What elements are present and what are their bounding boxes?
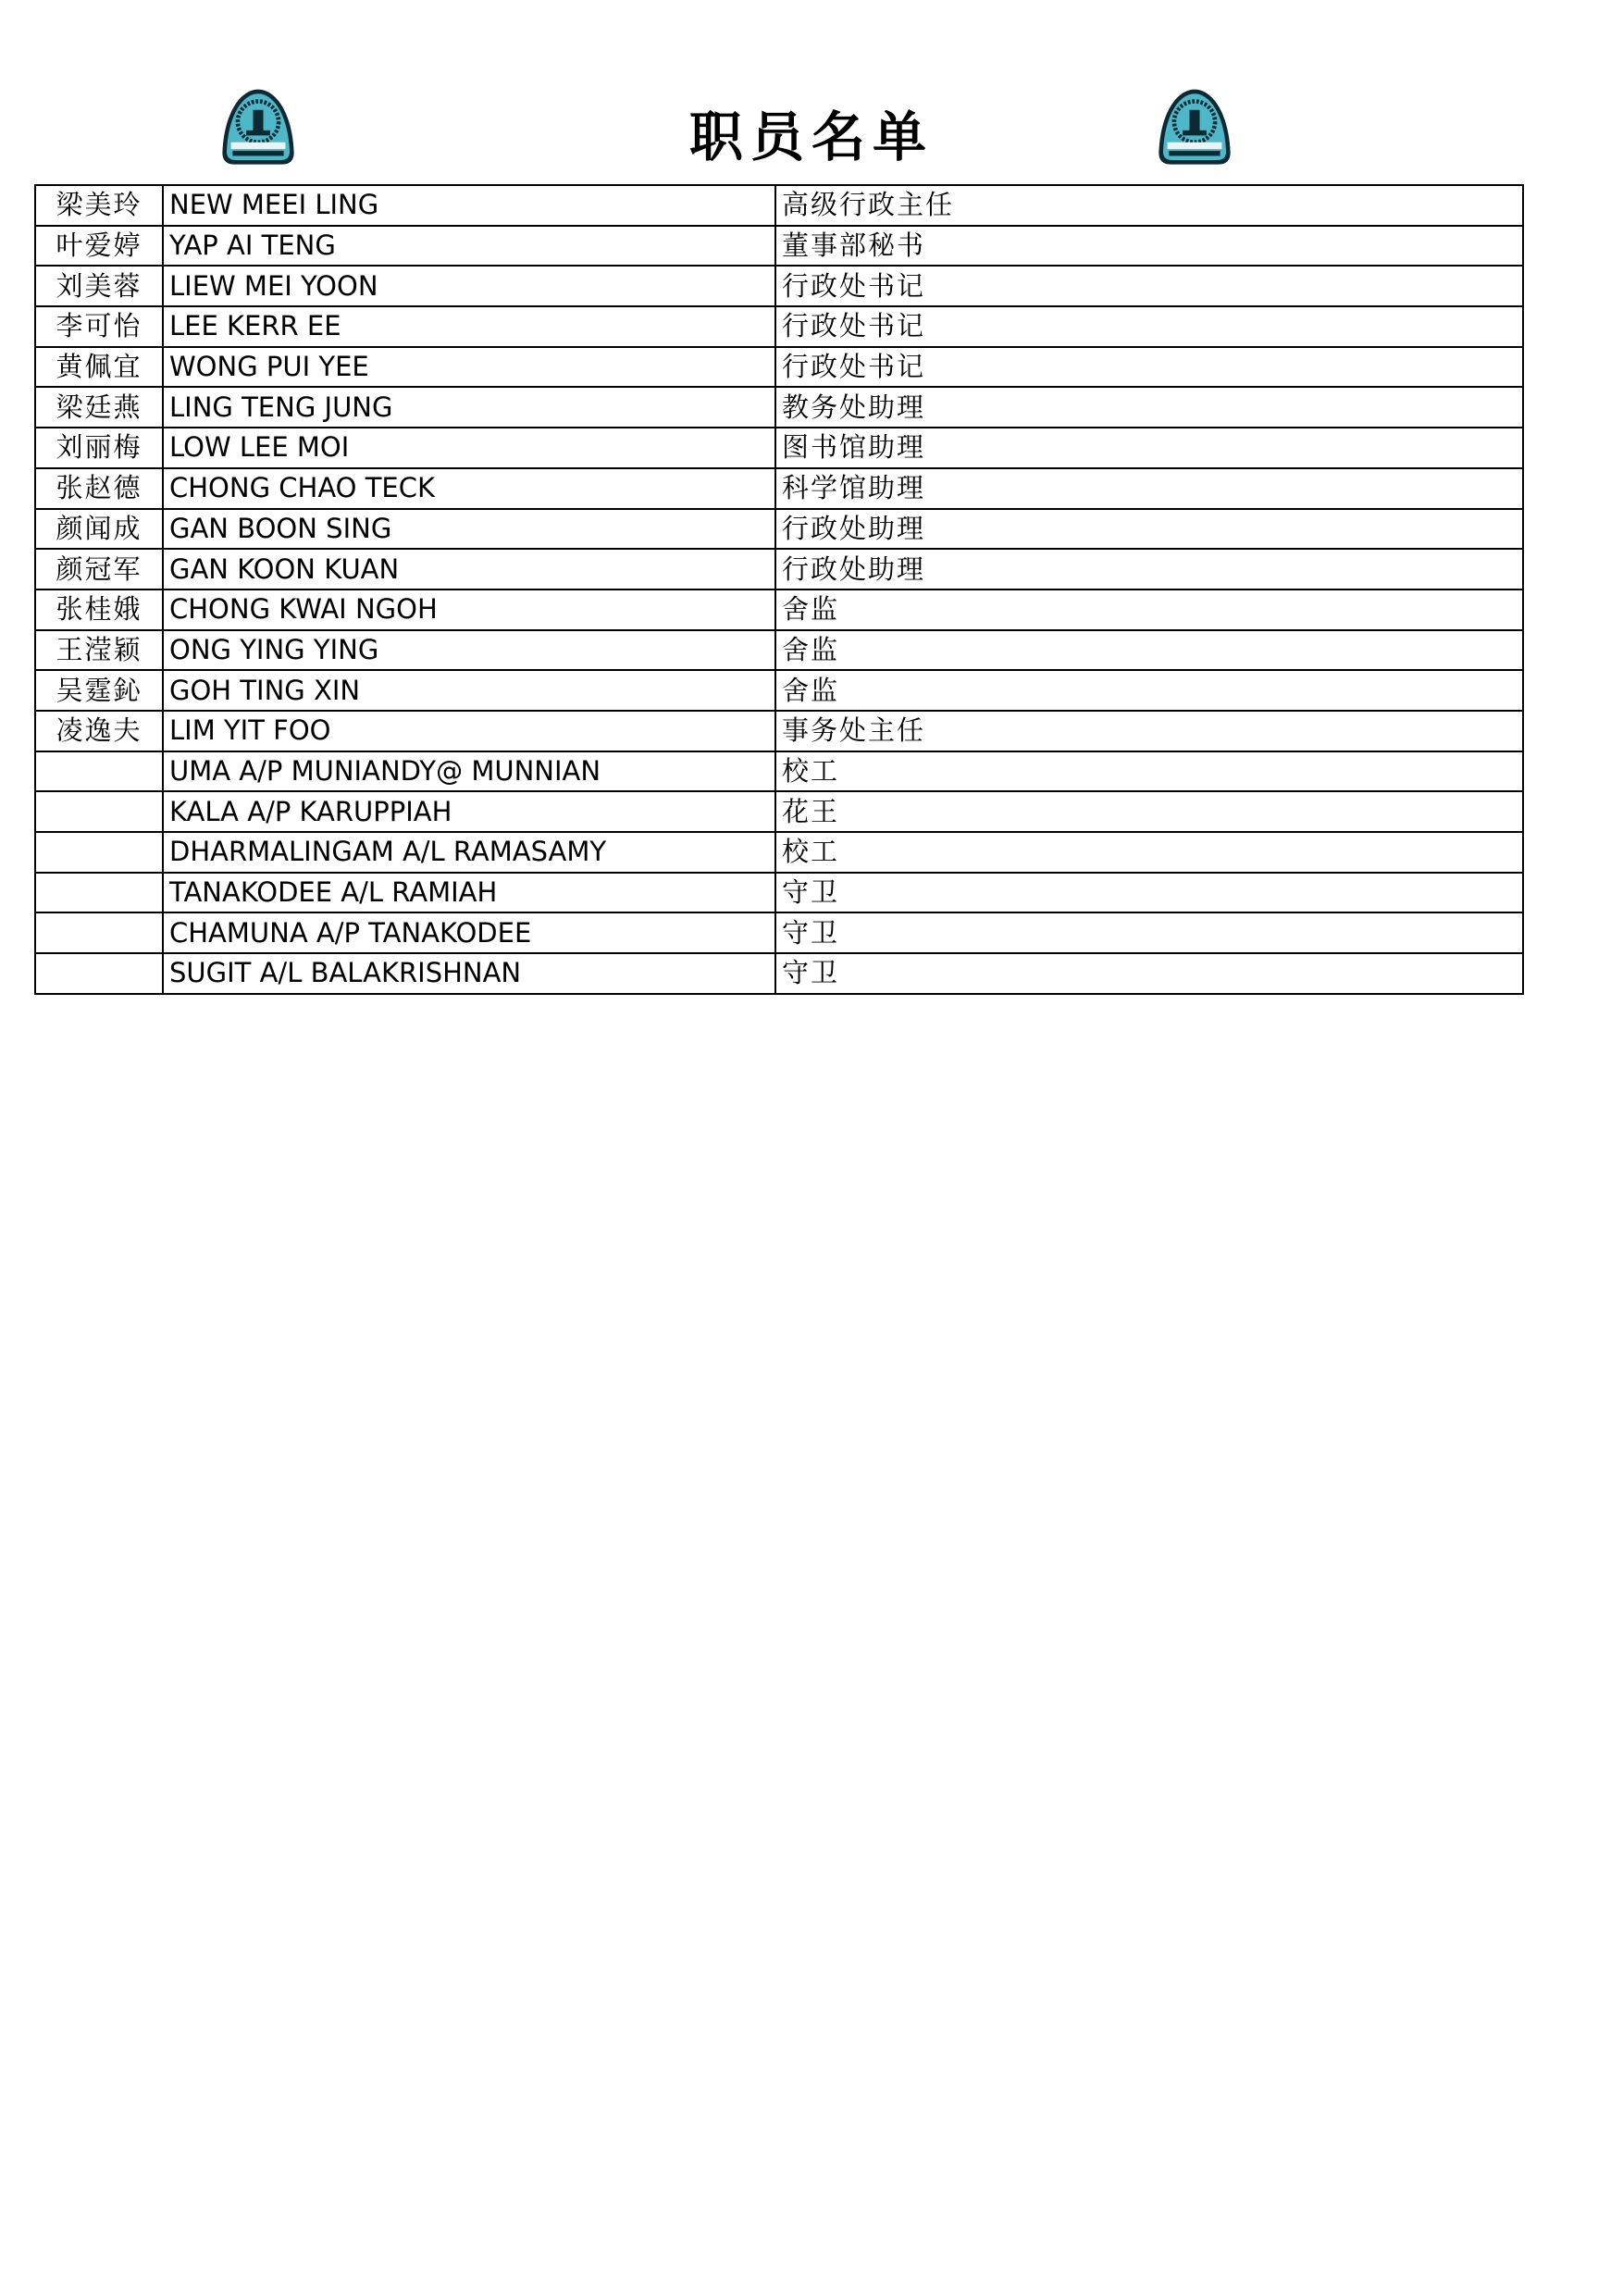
table-row xyxy=(35,711,1523,751)
english-name-cell: ONG YING YING xyxy=(163,630,775,671)
table-row xyxy=(35,751,1523,792)
table-row xyxy=(35,185,1523,226)
chinese-name-cell xyxy=(35,791,163,832)
position-cell: 行政处书记 xyxy=(775,266,1523,306)
school-crest-icon xyxy=(1152,86,1237,171)
position-cell: 舍监 xyxy=(775,630,1523,671)
english-name-cell: NEW MEEI LING xyxy=(163,185,775,226)
position-cell: 守卫 xyxy=(775,912,1523,953)
position-cell: 教务处助理 xyxy=(775,387,1523,428)
table-row xyxy=(35,387,1523,428)
english-name-cell: CHONG CHAO TECK xyxy=(163,468,775,509)
table-row xyxy=(35,912,1523,953)
table-row xyxy=(35,509,1523,550)
english-name-cell: DHARMALINGAM A/L RAMASAMY xyxy=(163,832,775,873)
english-name-cell: YAP AI TENG xyxy=(163,226,775,267)
table-row xyxy=(35,873,1523,913)
chinese-name-cell: 王滢颖 xyxy=(35,630,163,671)
position-cell: 行政处书记 xyxy=(775,347,1523,388)
position-cell: 守卫 xyxy=(775,953,1523,994)
english-name-cell: CHONG KWAI NGOH xyxy=(163,590,775,630)
table-row xyxy=(35,832,1523,873)
table-row xyxy=(35,266,1523,306)
english-name-cell: CHAMUNA A/P TANAKODEE xyxy=(163,912,775,953)
position-cell: 事务处主任 xyxy=(775,711,1523,751)
english-name-cell: SUGIT A/L BALAKRISHNAN xyxy=(163,953,775,994)
english-name-cell: LEE KERR EE xyxy=(163,306,775,347)
chinese-name-cell: 黄佩宜 xyxy=(35,347,163,388)
chinese-name-cell: 张赵德 xyxy=(35,468,163,509)
chinese-name-cell: 李可怡 xyxy=(35,306,163,347)
english-name-cell: WONG PUI YEE xyxy=(163,347,775,388)
chinese-name-cell: 刘美蓉 xyxy=(35,266,163,306)
chinese-name-cell xyxy=(35,832,163,873)
staff-table-body xyxy=(35,185,1523,994)
chinese-name-cell: 叶爱婷 xyxy=(35,226,163,267)
english-name-cell: GOH TING XIN xyxy=(163,670,775,711)
chinese-name-cell: 梁美玲 xyxy=(35,185,163,226)
chinese-name-cell xyxy=(35,873,163,913)
position-cell: 舍监 xyxy=(775,590,1523,630)
position-cell: 守卫 xyxy=(775,873,1523,913)
position-cell: 舍监 xyxy=(775,670,1523,711)
table-row xyxy=(35,347,1523,388)
english-name-cell: TANAKODEE A/L RAMIAH xyxy=(163,873,775,913)
position-cell: 行政处助理 xyxy=(775,549,1523,590)
english-name-cell: LING TENG JUNG xyxy=(163,387,775,428)
chinese-name-cell xyxy=(35,953,163,994)
english-name-cell: LOW LEE MOI xyxy=(163,428,775,468)
table-row xyxy=(35,590,1523,630)
chinese-name-cell: 颜冠军 xyxy=(35,549,163,590)
position-cell: 校工 xyxy=(775,751,1523,792)
chinese-name-cell: 吴霆鈊 xyxy=(35,670,163,711)
position-cell: 行政处书记 xyxy=(775,306,1523,347)
position-cell: 图书馆助理 xyxy=(775,428,1523,468)
chinese-name-cell xyxy=(35,912,163,953)
staff-table xyxy=(34,184,1524,995)
table-row xyxy=(35,670,1523,711)
table-row xyxy=(35,226,1523,267)
english-name-cell: UMA A/P MUNIANDY@ MUNNIAN xyxy=(163,751,775,792)
english-name-cell: GAN KOON KUAN xyxy=(163,549,775,590)
chinese-name-cell xyxy=(35,751,163,792)
position-cell: 高级行政主任 xyxy=(775,185,1523,226)
position-cell: 花王 xyxy=(775,791,1523,832)
english-name-cell: GAN BOON SING xyxy=(163,509,775,550)
english-name-cell: KALA A/P KARUPPIAH xyxy=(163,791,775,832)
chinese-name-cell: 张桂娥 xyxy=(35,590,163,630)
table-row xyxy=(35,791,1523,832)
chinese-name-cell: 凌逸夫 xyxy=(35,711,163,751)
table-row xyxy=(35,468,1523,509)
table-row xyxy=(35,306,1523,347)
page-title: 职员名单 xyxy=(688,105,934,168)
english-name-cell: LIEW MEI YOON xyxy=(163,266,775,306)
position-cell: 科学馆助理 xyxy=(775,468,1523,509)
table-row xyxy=(35,953,1523,994)
chinese-name-cell: 梁廷燕 xyxy=(35,387,163,428)
chinese-name-cell: 颜闻成 xyxy=(35,509,163,550)
table-row xyxy=(35,428,1523,468)
chinese-name-cell: 刘丽梅 xyxy=(35,428,163,468)
table-row xyxy=(35,630,1523,671)
english-name-cell: LIM YIT FOO xyxy=(163,711,775,751)
school-crest-icon xyxy=(216,86,301,171)
position-cell: 校工 xyxy=(775,832,1523,873)
position-cell: 行政处助理 xyxy=(775,509,1523,550)
position-cell: 董事部秘书 xyxy=(775,226,1523,267)
table-row xyxy=(35,549,1523,590)
